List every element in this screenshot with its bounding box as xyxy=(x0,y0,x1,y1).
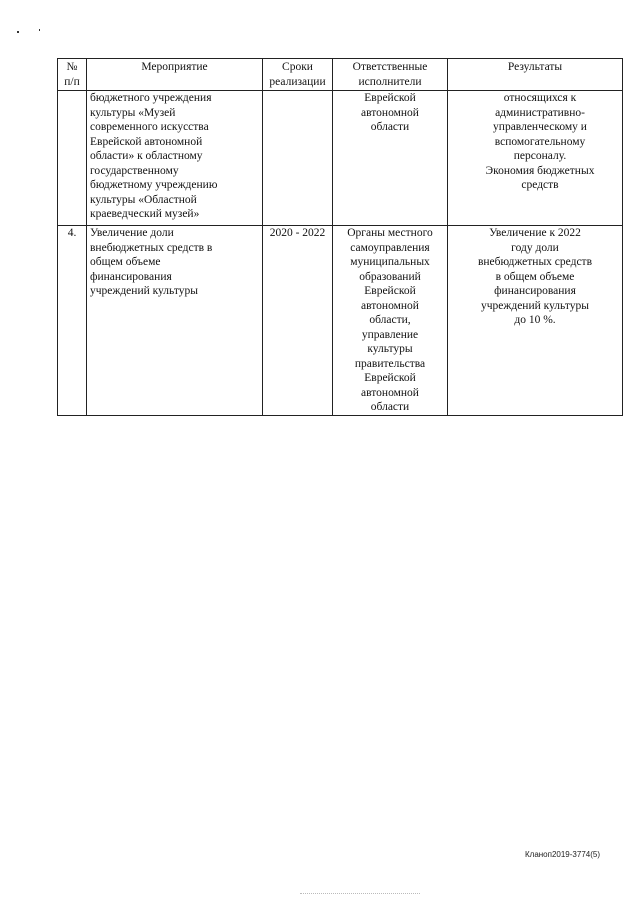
row-term xyxy=(263,91,333,226)
row-number: 4. xyxy=(58,226,87,416)
row-event: Увеличение доли внебюджетных средств в общем объеме финансирования учреждений культуры xyxy=(87,226,263,416)
row-event: бюджетного учреждения культуры «Музей современного искусства Еврейской автономной области» к областному государственному бюджетному учреждению культуры «Областной краеведческий музей» xyxy=(87,91,263,226)
scan-speck xyxy=(39,29,40,31)
header-event: Мероприятие xyxy=(87,59,263,91)
table-row xyxy=(58,226,623,416)
row-results: Увеличение к 2022 году доли внебюджетных средств в общем объеме финансирования учреждений культуры до 10 %. xyxy=(448,226,623,416)
row-results: относящихся к административно- управленческому и вспомогательному персоналу. Экономия бюджетных средств xyxy=(448,91,623,226)
row-number xyxy=(58,91,87,226)
row-responsible: Еврейской автономной области xyxy=(333,91,448,226)
table-row xyxy=(58,91,623,226)
table-header-row xyxy=(58,59,623,91)
header-number: № п/п xyxy=(58,59,87,91)
row-term: 2020 - 2022 xyxy=(263,226,333,416)
header-results: Результаты xyxy=(448,59,623,91)
header-term: Сроки реализации xyxy=(263,59,333,91)
document-code: Кланоп2019-3774(5) xyxy=(524,850,600,859)
scan-artifact-line xyxy=(300,893,420,895)
row-responsible: Органы местного самоуправления муниципальных образований Еврейской автономной области, управление культуры правительства Еврейской автономной области xyxy=(333,226,448,416)
scan-speck xyxy=(17,31,19,33)
header-responsible: Ответственные исполнители xyxy=(333,59,448,91)
activities-table xyxy=(57,58,623,416)
